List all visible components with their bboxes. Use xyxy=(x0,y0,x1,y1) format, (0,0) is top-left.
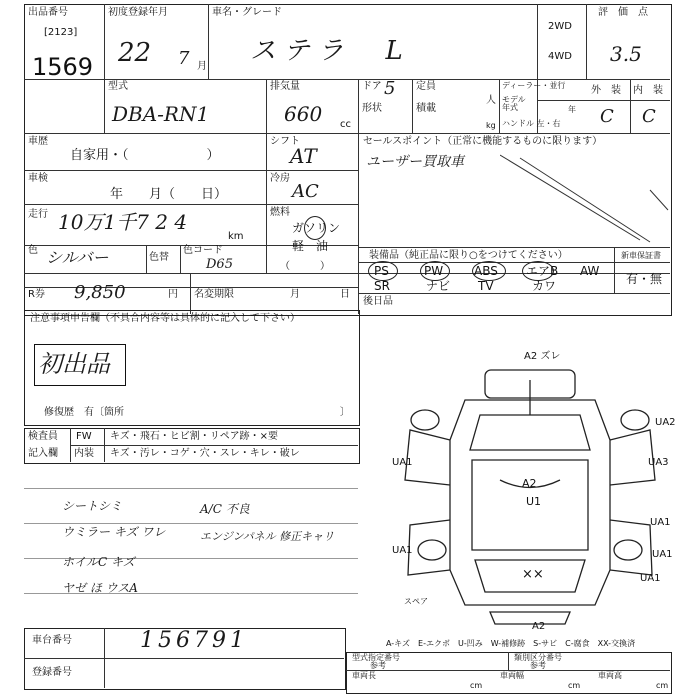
type-ref: 参考 xyxy=(370,661,386,670)
diagram-ua1-left: UA1 xyxy=(392,457,413,468)
equip-airbag: エアB xyxy=(526,264,559,278)
aircon-label: 冷房 xyxy=(270,173,290,184)
color-label: 色 xyxy=(28,245,38,256)
rating-label: 評 価 点 xyxy=(598,7,648,18)
drive-4wd: 4WD xyxy=(548,51,572,62)
diagram-center-a2: A2 xyxy=(522,477,537,490)
fuel-paren: （ ） xyxy=(280,261,330,272)
first-reg-month: 7 xyxy=(178,48,190,69)
repair-label: 修復歴 有〔箇所 xyxy=(44,407,124,418)
diagram-xx: ×× xyxy=(522,567,544,582)
recycle-value: 9,850 xyxy=(74,282,126,303)
equip-leather: カワ xyxy=(532,279,557,293)
diagram-ua1-r2: UA1 xyxy=(652,549,673,560)
int-label: 内 装 xyxy=(633,85,663,96)
aircon-value: AC xyxy=(292,181,319,202)
history-value: 自家用・（ ） xyxy=(70,148,220,163)
class-label: 類別区分番号 xyxy=(514,653,562,662)
recycle-unit: 円 xyxy=(168,289,178,300)
car-name-value: ステラ L xyxy=(250,36,411,66)
rating-value: 3.5 xyxy=(610,42,642,66)
inspector-nai: 内装 xyxy=(74,448,94,459)
height-label: 車両高 xyxy=(598,671,622,680)
width-cm: cm xyxy=(568,681,581,690)
equip-navi: ナビ xyxy=(426,279,451,293)
inspector-fw-items: キズ・飛石・ヒビ割・リペア跡・×要 xyxy=(110,431,278,442)
length-cm: cm xyxy=(470,681,483,690)
dealer-handle: ハンドル 左・右 xyxy=(502,119,561,128)
equip-pw: PW xyxy=(424,264,444,278)
dealer-model-year: モデル 年式 xyxy=(502,95,526,113)
drive-2wd: 2WD xyxy=(548,21,572,32)
width-label: 車両幅 xyxy=(500,671,524,680)
period-day: 日 xyxy=(340,289,350,300)
fuel-gas-circle xyxy=(304,216,326,240)
lot-number: 1569 xyxy=(32,53,94,81)
equipment-label: 装備品（純正品に限り○をつけてください） xyxy=(369,250,568,261)
recycle-label: R券 xyxy=(28,289,45,300)
car-damage-diagram xyxy=(380,360,670,630)
inspection-label: 車検 xyxy=(28,173,48,184)
diagram-ua2: UA2 xyxy=(655,417,676,428)
remark-3: ホイルC キズ xyxy=(62,555,135,569)
mileage-unit: km xyxy=(228,231,244,242)
ext-value: C xyxy=(600,106,614,127)
equip-sr: SR xyxy=(374,279,390,293)
diagram-a2-bottom: A2 xyxy=(532,621,546,632)
notes-label: 注意事項申告欄（不具合内容等は具体的に記入して下さい） xyxy=(30,313,300,324)
lot-label: 出品番号 xyxy=(28,7,68,18)
ext-label: 外 装 xyxy=(591,85,621,96)
first-listing-stamp-text: 初出品 xyxy=(38,350,110,378)
doors-value: 5 xyxy=(384,78,396,99)
shift-value: AT xyxy=(290,144,317,168)
displacement-label: 排気量 xyxy=(270,81,300,92)
equip-abs: ABS xyxy=(474,264,498,278)
inner-seat-label: 後日品 xyxy=(363,296,393,307)
period-month: 月 xyxy=(290,289,300,300)
register-label: 登録番号 xyxy=(32,667,72,678)
dealer-label: ディーラー・並行 xyxy=(502,81,566,90)
fuel-label: 燃料 xyxy=(270,207,290,218)
fuel-diesel: 軽 油 xyxy=(292,239,329,253)
sales-point-label: セールスポイント（正常に機能するものに限ります） xyxy=(363,136,603,147)
shape-label: 形状 xyxy=(362,103,382,114)
chassis-label: 車台番号 xyxy=(32,635,72,646)
model-value: DBA-RN1 xyxy=(112,102,210,126)
remark-4: ヤゼ ほ ウスA xyxy=(62,581,138,595)
diagram-ua1-r3: UA1 xyxy=(640,573,661,584)
inspector-label2: 記入欄 xyxy=(28,448,58,459)
remark-right-2: エンジンパネル 修正キャリ xyxy=(200,530,335,543)
equip-aw: AW xyxy=(580,264,600,278)
lot-sub: [2123] xyxy=(44,27,78,38)
period-label: 名変期限 xyxy=(194,289,234,300)
mileage-label: 走行 xyxy=(28,209,48,220)
diagram-ua1-r: UA1 xyxy=(650,517,671,528)
first-reg-month-unit: 月 xyxy=(197,61,207,72)
type-label: 型式指定番号 xyxy=(352,653,400,662)
inspector-label1: 検査員 xyxy=(28,431,58,442)
sales-point-scribble xyxy=(500,150,670,245)
displacement-unit: cc xyxy=(340,119,351,130)
dealer-year-unit: 年 xyxy=(568,105,576,114)
displacement-value: 660 xyxy=(284,102,323,126)
history-label: 車歴 xyxy=(28,136,48,147)
height-cm: cm xyxy=(656,681,669,690)
inspector-nai-items: キズ・汚レ・コゲ・穴・スレ・キレ・破レ xyxy=(110,448,300,459)
first-reg-year: 22 xyxy=(118,38,152,68)
diagram-ua3: UA3 xyxy=(648,457,669,468)
inspector-fw: FW xyxy=(76,431,92,442)
warranty-yesno: 有・無 xyxy=(626,272,663,286)
color-code-label: 色コード xyxy=(183,245,223,256)
int-value: C xyxy=(642,106,656,127)
doors-label: ドア xyxy=(362,81,382,92)
shift-label: シフト xyxy=(270,136,300,147)
color-swap-label: 色替 xyxy=(149,252,169,263)
inspection-value: 年 月（ 日） xyxy=(110,187,228,202)
length-label: 車両長 xyxy=(352,671,376,680)
diagram-a2-top: A2 ズレ xyxy=(524,351,561,362)
remark-right-1: A/C 不良 xyxy=(200,502,250,516)
fuel-gas: ガソリン xyxy=(292,221,341,235)
car-name-label: 車名・グレード xyxy=(212,7,282,18)
load-unit: kg xyxy=(486,121,496,130)
capacity-label: 定員 xyxy=(416,81,436,92)
remark-1: シートシミ xyxy=(62,499,123,513)
mileage-value: 10万1千7 2 4 xyxy=(58,210,188,234)
equip-ps: PS xyxy=(374,264,389,278)
class-ref: 参考 xyxy=(530,661,546,670)
color-code: D65 xyxy=(206,257,233,272)
diagram-center-u1: U1 xyxy=(526,495,542,508)
sales-point-note: ユーザー買取車 xyxy=(366,154,464,170)
legend: A-キズ E-エクボ U-凹み W-補修跡 S-サビ C-腐食 XX-交換済 xyxy=(386,639,636,648)
diagram-spare: スペア xyxy=(404,597,428,606)
load-label: 積載 xyxy=(416,103,436,114)
model-label: 型式 xyxy=(108,81,128,92)
warranty-label: 新車保証書 xyxy=(621,251,661,260)
color-value: シルバー xyxy=(46,248,109,267)
repair-end: 〕 xyxy=(340,407,350,418)
diagram-ua1-left2: UA1 xyxy=(392,545,413,556)
chassis-value: 156791 xyxy=(140,628,248,653)
remark-2: ウミラー キズ ワレ xyxy=(62,525,166,539)
capacity-unit: 人 xyxy=(486,95,496,106)
equip-tv: TV xyxy=(478,279,494,293)
first-reg-label: 初度登録年月 xyxy=(108,7,168,18)
